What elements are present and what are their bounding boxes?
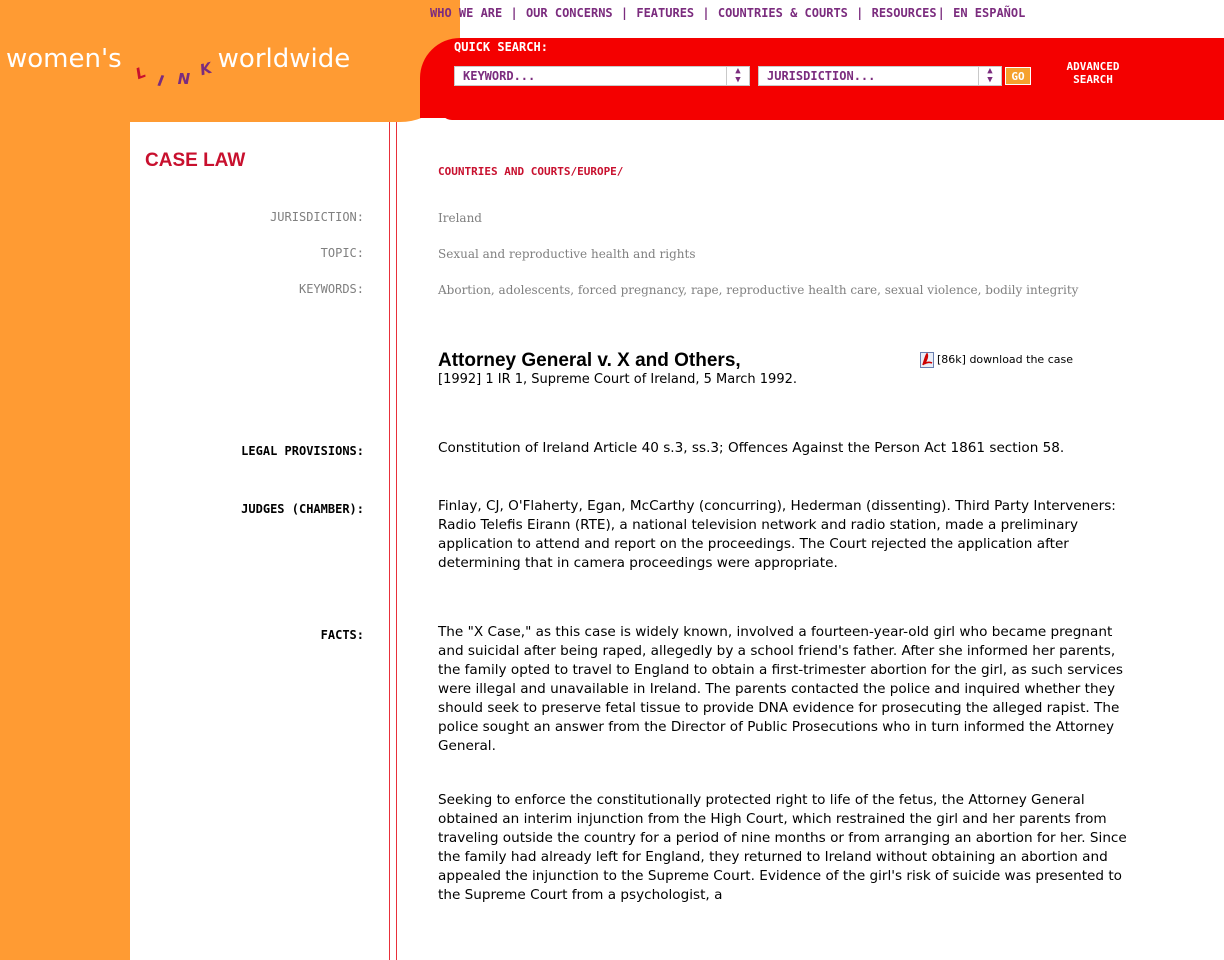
advanced-search-line2: SEARCH xyxy=(1073,73,1113,86)
breadcrumb xyxy=(438,165,623,178)
pdf-icon xyxy=(920,352,934,368)
jurisdiction-value: Ireland xyxy=(438,211,482,225)
advanced-search-line1: ADVANCED xyxy=(1066,60,1120,73)
download-case-link[interactable] xyxy=(920,352,1073,368)
legal-provisions-text: Constitution of Ireland Article 40 s.3, ss.3; Offences Against the Person Act 1861 section 58. xyxy=(438,440,1065,456)
facts-paragraph-1: The "X Case," as this case is widely known, involved a fourteen-year-old girl who became pregnant and suicidal after being raped, allegedly by a school friend's father. After she informed her parents, the family opted to travel to England to obtain a first-trimester abortion for the girl, as such services were illegal and unavailable in Ireland. The parents contacted the police and inquired whether they should seek to preserve fetal tissue to provide DNA evidence for prosecuting the alleged rapist. The police sought an answer from the Director of Public Prosecutions who in turn informed the Attorney General. xyxy=(438,624,1123,754)
select-arrows-icon: ▲ ▼ xyxy=(726,67,749,85)
nav-features[interactable]: FEATURES xyxy=(636,6,695,20)
quick-search-bar-bottom xyxy=(440,108,1224,120)
column-divider xyxy=(396,122,397,960)
logo-letter: K xyxy=(197,58,214,80)
case-title: Attorney General v. X and Others, xyxy=(438,350,741,371)
judges-text: Finlay, CJ, O'Flaherty, Egan, McCarthy (concurring), Hederman (dissenting). Third Party Interveners: Radio Telefis Eirann (RTE), a national television network and radio station, made a preliminary application to attend and report on the proceedings. The Court rejected the application after determining that in camera proceedings were appropriate. xyxy=(438,498,1116,571)
download-size: [86k] xyxy=(937,353,966,366)
facts-label: FACTS: xyxy=(320,628,364,642)
keyword-select-value: KEYWORD... xyxy=(463,69,536,83)
logo-letter: N xyxy=(177,70,191,88)
select-arrows-icon: ▲ ▼ xyxy=(978,67,1001,85)
keyword-select[interactable] xyxy=(454,66,750,86)
nav-our-concerns[interactable]: OUR CONCERNS xyxy=(525,6,613,20)
judges-label: JUDGES (CHAMBER): xyxy=(241,502,364,516)
keywords-label: KEYWORDS: xyxy=(298,282,364,296)
site-logo[interactable] xyxy=(6,44,351,91)
quick-search-label: QUICK SEARCH: xyxy=(454,40,548,54)
jurisdiction-label: JURISDICTION: xyxy=(270,210,364,224)
logo-word-worldwide: worldwide xyxy=(217,44,351,74)
nav-resources[interactable]: RESOURCES xyxy=(871,6,937,20)
case-citation: [1992] 1 IR 1, Supreme Court of Ireland, 5 March 1992. xyxy=(438,372,798,387)
logo-link-letters xyxy=(122,44,218,91)
nav-countries-courts[interactable]: COUNTRIES & COURTS xyxy=(717,6,848,20)
page-title: CASE LAW xyxy=(145,150,246,171)
jurisdiction-select-value: JURISDICTION... xyxy=(767,69,876,83)
logo-word-womens: women's xyxy=(6,44,122,74)
nav-who-we-are[interactable]: WHO WE ARE xyxy=(430,6,503,20)
keywords-value: Abortion, adolescents, forced pregnancy, rape, reproductive health care, sexual violence, bodily integrity xyxy=(438,283,1079,297)
jurisdiction-select[interactable] xyxy=(758,66,1002,86)
topic-label: TOPIC: xyxy=(320,246,364,260)
column-divider xyxy=(389,122,390,960)
top-nav: WHO WE ARE | OUR CONCERNS | FEATURES | COUNTRIES & COURTS | RESOURCES| EN ESPAÑOL xyxy=(430,6,1026,20)
logo-letter: I xyxy=(156,71,165,91)
legal-provisions-label: LEGAL PROVISIONS: xyxy=(241,444,364,458)
go-button[interactable]: GO xyxy=(1005,67,1031,85)
topic-value: Sexual and reproductive health and rights xyxy=(438,247,696,261)
facts-paragraph-2: Seeking to enforce the constitutionally protected right to life of the fetus, the Attorney General obtained an interim injunction from the High Court, which restrained the girl and her parents from traveling outside the country for a period of nine months or from arranging an abortion for her. Since the family had already left for England, they returned to Ireland without obtaining an abortion and appealed the injunction to the Supreme Court. Evidence of the girl's risk of suicide was presented to the Supreme Court from a psychologist, a xyxy=(438,792,1127,903)
advanced-search-link[interactable] xyxy=(1048,60,1138,86)
logo-letter: L xyxy=(132,62,149,84)
download-label: download the case xyxy=(969,353,1073,366)
left-orange-strip xyxy=(0,0,130,960)
nav-en-espanol[interactable]: EN ESPAÑOL xyxy=(953,6,1026,20)
breadcrumb-link[interactable]: COUNTRIES AND COURTS/EUROPE/ xyxy=(438,165,624,178)
